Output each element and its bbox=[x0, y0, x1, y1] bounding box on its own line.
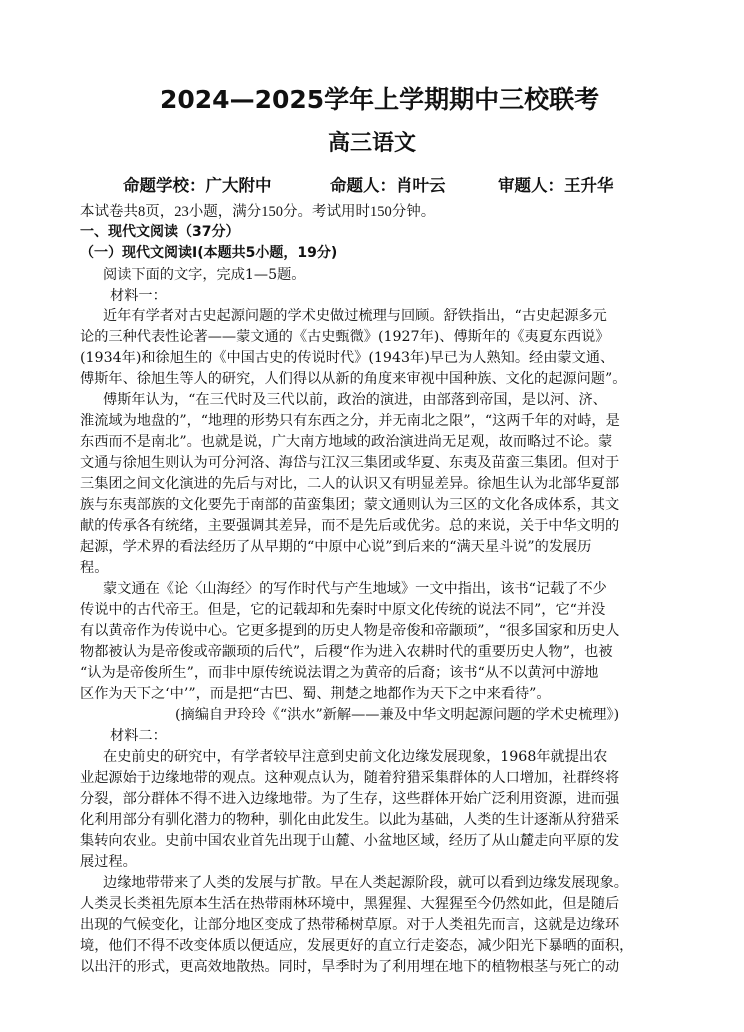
section-heading: 一、现代文阅读（37分） bbox=[80, 224, 240, 240]
source-citation: (摘编自尹玲玲《“洪水”新解——兼及中华文明起源问题的学术史梳理》) bbox=[175, 707, 620, 723]
setter-author: 命题人：肖叶云 bbox=[330, 176, 446, 195]
paragraph-line: 边缘地带带来了人类的发展与扩散。早在人类起源阶段，就可以看到边缘发展现象。 bbox=[103, 875, 628, 891]
paragraph-line: 起源，学术界的看法经历了从早期的“中原中心说”到后来的“满天星斗说”的发展历 bbox=[80, 539, 592, 555]
paragraph-line: 蒙文通在《论〈山海经〉的写作时代与产生地域》一文中指出，该书“记载了不少 bbox=[103, 581, 607, 597]
paragraph-line: (1934年)和徐旭生的《中国古史的传说时代》(1943年)早已为人熟知。经由蒙文通、 bbox=[80, 350, 615, 366]
paragraph-line: 程。 bbox=[80, 560, 109, 576]
paragraph-line: 文通与徐旭生则认为可分河洛、海岱与江汉三集团或华夏、东夷及苗蛮三集团。但对于 bbox=[80, 455, 620, 471]
paragraph-line: 出现的气候变化，让部分地区变成了热带稀树草原。对于人类祖先而言，这就是边缘环 bbox=[80, 917, 620, 933]
subsection-heading: （一）现代文阅读Ⅰ(本题共5小题，19分) bbox=[80, 245, 338, 261]
reviewer: 审题人：王升华 bbox=[498, 176, 614, 195]
paragraph-line: 展过程。 bbox=[80, 854, 137, 870]
paragraph-line: 以出汗的形式，更高效地散热。同时，旱季时为了利用埋在地下的植物根茎与死亡的动 bbox=[80, 959, 620, 975]
paragraph-line: 人类灵长类祖先原本生活在热带雨林环境中，黑猩猩、大猩猩至今仍然如此，但是随后 bbox=[80, 896, 620, 912]
paragraph-line: 物都被认为是帝俊或帝颛顼的后代”，后稷“作为进入农耕时代的重要历史人物”，也被 bbox=[80, 644, 613, 660]
exam-info: 本试卷共8页，23小题，满分150分。考试用时150分钟。 bbox=[80, 204, 436, 220]
paragraph-line: 集转向农业。史前中国农业首先出现于山麓、小盆地区域，经历了从山麓走向平原的发 bbox=[80, 833, 620, 849]
instruction: 阅读下面的文字，完成1—5题。 bbox=[103, 267, 306, 283]
paragraph-line: 东西而不是南北”。也就是说，广大南方地域的政治演进尚无足观，故而略过不论。蒙 bbox=[80, 434, 613, 450]
material-label: 材料二： bbox=[110, 728, 167, 744]
paragraph-line: 区作为天下之‘中’”，而是把“古巴、蜀、荆楚之地都作为天下之中来看待”。 bbox=[80, 686, 551, 702]
material-label: 材料一： bbox=[110, 288, 167, 304]
paragraph-line: 分裂，部分群体不得不进入边缘地带。为了生存，这些群体开始广泛利用资源，进而强 bbox=[80, 791, 620, 807]
setter-school: 命题学校：广大附中 bbox=[123, 176, 272, 195]
paragraph-line: 傅斯年、徐旭生等人的研究，人们得以从新的角度来审视中国种族、文化的起源问题”。 bbox=[80, 371, 627, 387]
paragraph-line: 族与东夷部族的文化要先于南部的苗蛮集团；蒙文通则认为三区的文化各成体系，其文 bbox=[80, 497, 620, 513]
paragraph-line: 傅斯年认为，“在三代时及三代以前，政治的演进，由部落到帝国，是以河、济、 bbox=[103, 392, 607, 408]
paragraph-line: 论的三种代表性论著——蒙文通的《古史甄微》(1927年)、傅斯年的《夷夏东西说》 bbox=[80, 329, 610, 345]
paragraph-line: 传说中的古代帝王。但是，它的记载却和先秦时中原文化传统的说法不同”，它“并没 bbox=[80, 602, 606, 618]
paragraph-line: 三集团之间文化演进的先后与对比，二人的认识又有明显差异。徐旭生认为北部华夏部 bbox=[80, 476, 620, 492]
paragraph-line: 有以黄帝作为传说中心。它更多提到的历史人物是帝俊和帝颛顼”，“很多国家和历史人 bbox=[80, 623, 620, 639]
paragraph-line: “认为是帝俊所生”，而非中原传统说法谓之为黄帝的后裔；该书“从不以黄河中游地 bbox=[80, 665, 599, 681]
paragraph-line: 境，他们不得不改变体质以便适应，发展更好的直立行走姿态，减少阳光下暴晒的面积， bbox=[80, 938, 634, 954]
paragraph-line: 化利用部分有驯化潜力的物种，驯化由此发生。以此为基础，人类的生计逐渐从狩猎采 bbox=[80, 812, 620, 828]
exam-subtitle: 高三语文 bbox=[327, 131, 416, 156]
paragraph-line: 淮流域为地盘的”，“地理的形势只有东西之分，并无南北之限”，“这两千年的对峙，是 bbox=[80, 413, 620, 429]
paragraph-line: 在史前史的研究中，有学者较早注意到史前文化边缘发展现象，1968年就提出农 bbox=[103, 749, 608, 765]
paragraph-line: 献的传承各有统绪，主要强调其差异，而不是先后或优劣。总的来说，关于中华文明的 bbox=[80, 518, 620, 534]
exam-title: 2024—2025学年上学期期中三校联考 bbox=[160, 85, 600, 114]
paragraph-line: 近年有学者对古史起源问题的学术史做过梳理与回顾。舒铁指出，“古史起源多元 bbox=[103, 308, 607, 324]
paragraph-line: 业起源始于边缘地带的观点。这种观点认为，随着狩猎采集群体的人口增加，社群终将 bbox=[80, 770, 620, 786]
